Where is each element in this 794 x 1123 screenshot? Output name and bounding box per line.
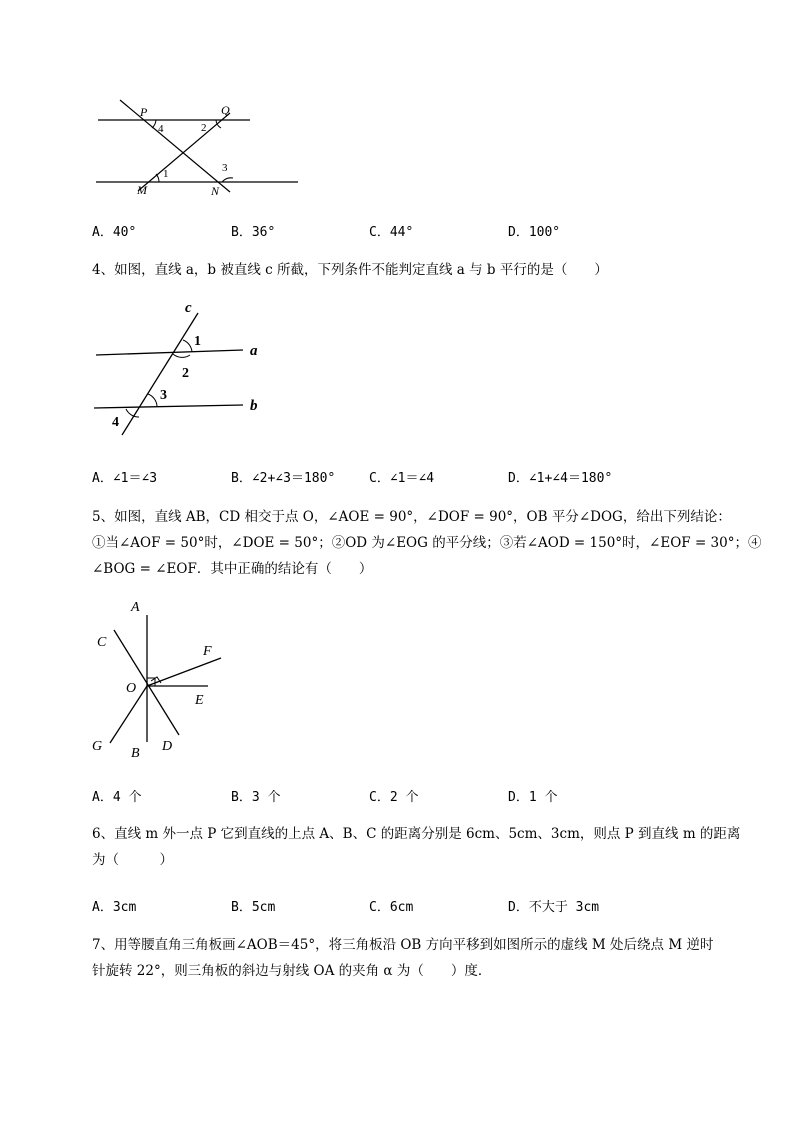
q3-label-q: Q (221, 103, 230, 117)
q5-stem-line1: 5、如图，直线 AB，CD 相交于点 O，∠AOE = 90°，∠DOF = 90°，OB 平分∠DOG，给出下列结论： (92, 509, 731, 525)
q6-option-d: D．不大于 3cm (508, 900, 600, 915)
q5-option-b: B．3 个 (231, 790, 281, 805)
q5-stem-line3: ∠BOG = ∠EOF．其中正确的结论有（ ） (92, 561, 373, 577)
q4-label-b: b (250, 398, 258, 414)
q3-angle-3: 3 (222, 162, 228, 174)
q3-label-m: M (137, 183, 147, 197)
q4-arc-1 (183, 340, 192, 352)
q4-angle-2: 2 (182, 366, 189, 381)
q5-figure (88, 595, 228, 765)
q4-option-a: A．∠1＝∠3 (92, 471, 158, 486)
q3-option-d: D．100° (508, 225, 561, 240)
q3-label-p: P (140, 105, 148, 119)
q4-angle-1: 1 (194, 334, 201, 349)
q4-label-a: a (250, 343, 258, 359)
q4-arc-3 (148, 394, 157, 406)
q6-option-c: C．6cm (369, 900, 414, 915)
q4-line-b (94, 405, 243, 408)
q4-angle-3: 3 (160, 388, 167, 403)
q3-option-b: B．36° (231, 225, 276, 240)
q5-label-b: B (131, 746, 140, 761)
q4-figure (88, 295, 278, 440)
q4-option-d: D．∠1+∠4＝180° (508, 471, 613, 486)
q3-transversal-2 (138, 113, 230, 191)
q5-label-o: O (126, 681, 137, 696)
q5-option-a: A．4 个 (92, 790, 142, 805)
q3-arc-4 (152, 120, 156, 128)
q7-stem-line2: 针旋转 22°，则三角板的斜边与射线 OA 的夹角 α 为（ ）度． (92, 963, 492, 979)
q3-option-c: C．44° (369, 225, 414, 240)
q3-angle-2: 2 (201, 122, 207, 134)
q5-label-d: D (162, 739, 173, 754)
q3-option-a: A．40° (92, 225, 137, 240)
q3-arc-3 (222, 178, 233, 182)
q5-label-g: G (92, 739, 103, 754)
q5-stem-line2: ①当∠AOF = 50°时，∠DOE = 50°；②OD 为∠EOG 的平分线；③若∠AOD = 150°时，∠EOF = 30°；④ (92, 535, 762, 551)
q5-option-d: D．1 个 (508, 790, 558, 805)
q4-stem: 4、如图，直线 a，b 被直线 c 所截，下列条件不能判定直线 a 与 b 平行的是（ ） (92, 262, 608, 278)
q3-angle-1: 1 (163, 168, 169, 180)
q4-option-c: C．∠1＝∠4 (369, 471, 435, 486)
q6-stem-line1: 6、直线 m 外一点 P 它到直线的上点 A、B、C 的距离分别是 6cm、5cm、3cm，则点 P 到直线 m 的距离 (92, 826, 741, 842)
q5-label-c: C (97, 635, 107, 650)
q3-arc-1 (156, 174, 159, 182)
q3-angle-4: 4 (158, 123, 164, 135)
q5-option-c: C．2 个 (369, 790, 419, 805)
q5-label-a: A (131, 600, 140, 615)
q7-stem-line1: 7、用等腰直角三角板画∠AOB＝45°，将三角板沿 OB 方向平移到如图所示的虚线 M 处后绕点 M 逆时 (92, 937, 714, 953)
q4-angle-4: 4 (112, 415, 119, 430)
q4-line-a (96, 350, 243, 355)
q4-arc-2 (173, 354, 190, 357)
q4-option-b: B．∠2+∠3＝180° (231, 471, 336, 486)
q5-ray-of (147, 658, 221, 686)
q6-option-b: B．5cm (231, 900, 276, 915)
q3-figure (90, 95, 300, 205)
q4-label-c: c (185, 300, 192, 316)
q6-stem-line2: 为（ ） (92, 852, 173, 868)
q6-option-a: A．3cm (92, 900, 137, 915)
q5-label-e: E (195, 693, 204, 708)
q3-transversal-1 (120, 100, 230, 192)
q5-label-f: F (203, 644, 212, 659)
q3-label-n: N (211, 184, 220, 198)
